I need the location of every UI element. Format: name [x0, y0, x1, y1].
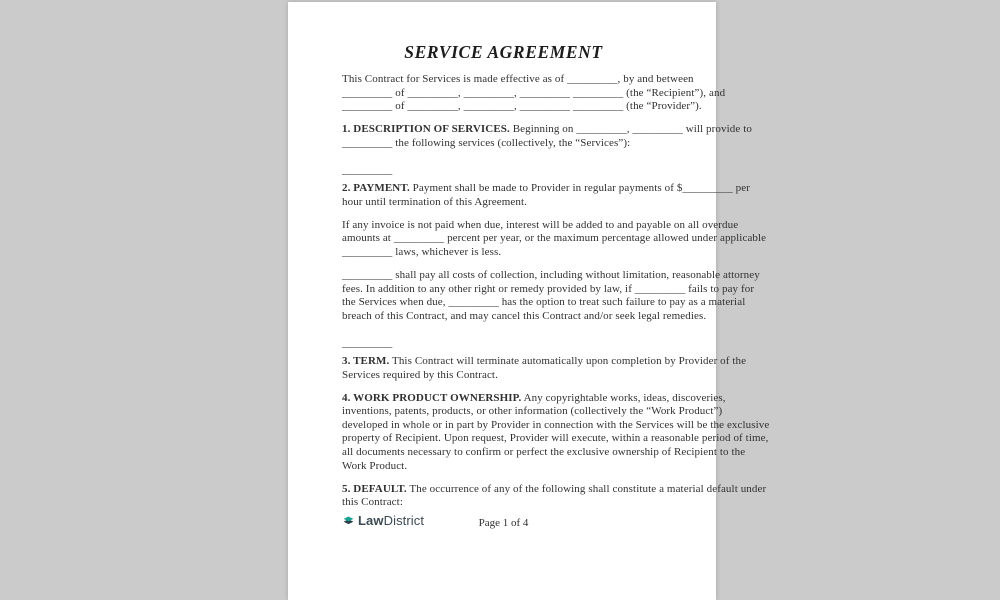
doc-line: Services required by this Contract. — [342, 368, 498, 381]
doc-line: property of Recipient. Upon request, Provider will execute, within a reasonable period of time, — [342, 432, 769, 445]
document-title: SERVICE AGREEMENT — [404, 42, 603, 62]
doc-line: _________ of _________, _________, _________ _________ (the “Recipient”), and — [342, 86, 726, 99]
doc-line: breach of this Contract, and may cancel this Contract and/or seek legal remedies. — [342, 309, 707, 322]
doc-line: developed in whole or in part by Provider in connection with the Services will be the exclusive — [342, 418, 770, 431]
paragraph — [342, 123, 752, 150]
doc-line: Work Product. — [342, 459, 408, 472]
doc-line: all documents necessary to confirm or perfect the exclusive ownership of Recipient to the — [342, 446, 746, 459]
doc-line: _________ shall pay all costs of collection, including without limitation, reasonable attorney — [342, 269, 760, 282]
blank-line-paragraph — [342, 164, 665, 178]
doc-line: _________ laws, whichever is less. — [342, 245, 502, 258]
doc-line: 2. PAYMENT. Payment shall be made to Provider in regular payments of $_________ per — [342, 182, 751, 195]
lawdistrict-logo — [342, 513, 424, 528]
blank-line-paragraph — [342, 337, 665, 351]
paragraph — [342, 482, 767, 510]
doc-line: _________ the following services (collectively, the “Services”): — [342, 136, 631, 149]
doc-line: 1. DESCRIPTION OF SERVICES. Beginning on _________, _________ will provide to — [342, 123, 752, 136]
lawdistrict-layers-icon — [342, 514, 355, 527]
paragraph — [342, 391, 770, 474]
doc-line: amounts at _________ percent per year, or the maximum percentage allowed under applicable — [342, 232, 767, 245]
doc-line: fees. In addition to any other right or remedy provided by law, if _________ fails to pay for — [342, 282, 755, 295]
paragraph — [342, 182, 751, 209]
page-footer — [342, 513, 665, 533]
doc-line: 4. WORK PRODUCT OWNERSHIP. Any copyrightable works, ideas, discoveries, — [342, 391, 726, 404]
doc-line: If any invoice is not paid when due, interest will be added to and payable on all overdue — [342, 218, 739, 231]
paragraph — [342, 355, 747, 382]
document-page — [288, 2, 770, 600]
doc-line: this Contract: — [342, 496, 403, 509]
page-number: Page 1 of 4 — [478, 517, 529, 529]
document-body — [342, 73, 770, 510]
paragraph — [342, 269, 760, 323]
doc-line: _________ of _________, _________, _________ _________ (the “Provider”). — [342, 100, 702, 113]
doc-line: 3. TERM. This Contract will terminate automatically upon completion by Provider of the — [342, 355, 747, 367]
paragraph — [342, 218, 767, 260]
logo-text-district: District — [383, 513, 425, 528]
logo-text-law: Law — [358, 513, 384, 528]
doc-line: inventions, patents, products, or other information (collectively the “Work Product”) — [342, 405, 723, 418]
doc-line: the Services when due, _________ has the option to treat such failure to pay as a material — [342, 296, 746, 309]
doc-line: 5. DEFAULT. The occurrence of any of the following shall constitute a material default under — [342, 482, 767, 495]
doc-line: hour until termination of this Agreement. — [342, 195, 527, 208]
doc-line: This Contract for Services is made effective as of _________, by and between — [342, 73, 694, 85]
doc-line: _________ — [342, 337, 393, 350]
doc-line: _________ — [342, 164, 393, 177]
paragraph — [342, 73, 726, 114]
